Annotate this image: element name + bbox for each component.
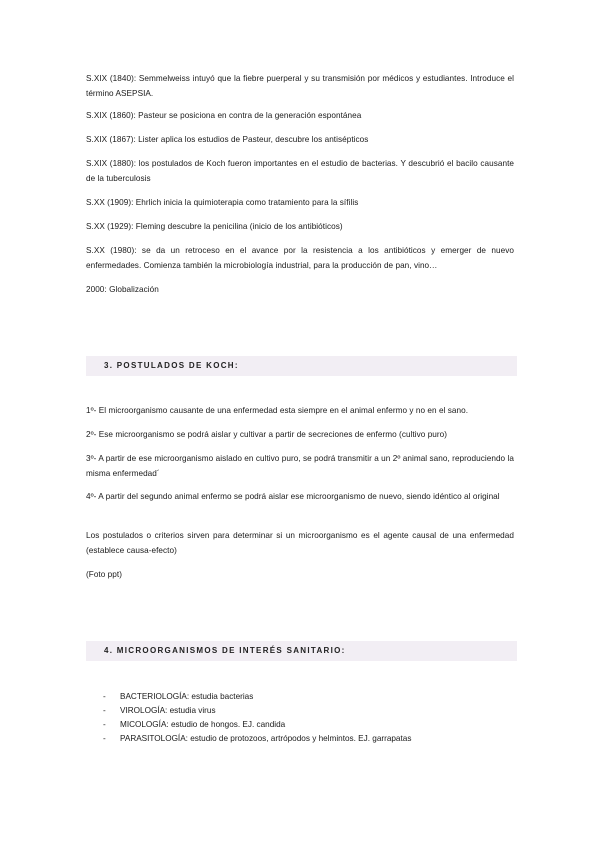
photo-note: (Foto ppt)	[86, 570, 122, 579]
bullet-dash: -	[103, 692, 106, 701]
list-item: - MICOLOGÍA: estudio de hongos. EJ. candida	[86, 718, 516, 732]
list-item: - PARASITOLOGÍA: estudio de protozoos, artrópodos y helmintos. EJ. garrapatas	[86, 732, 516, 746]
history-paragraph-1880: S.XIX (1880): los postulados de Koch fueron importantes en el estudio de bacterias. Y descubrió el bacilo causante de la tuberculosis	[86, 159, 514, 183]
koch-postulate-2: 2º- Ese microorganismo se podrá aislar y cultivar a partir de secreciones de enfermo (cultivo puro)	[86, 430, 448, 439]
bullet-dash: -	[103, 734, 106, 743]
section-heading-microorganisms-text: 4. MICROORGANISMOS DE INTERÉS SANITARIO:	[104, 646, 346, 655]
koch-postulate-1: 1º- El microorganismo causante de una enfermedad esta siempre en el animal enfermo y no en el sano.	[86, 406, 469, 415]
section-heading-koch	[86, 356, 517, 376]
history-paragraph-1980: S.XX (1980): se da un retroceso en el avance por la resistencia a los antibióticos y emerger de nuevo enfermedades. Comienza también la microbiología industrial, para la producción de pan, vino…	[86, 246, 514, 270]
bullet-dash: -	[103, 720, 106, 729]
section-heading-koch-text: 3. POSTULADOS DE KOCH:	[104, 361, 239, 370]
history-paragraph-1860: S.XIX (1860): Pasteur se posiciona en contra de la generación espontánea	[86, 111, 362, 120]
history-paragraph-1867: S.XIX (1867): Lister aplica los estudios de Pasteur, descubre los antisépticos	[86, 135, 369, 144]
koch-postulates-summary: Los postulados o criterios sirven para determinar si un microorganismo es el agente causal de una enfermedad (establece causa-efecto)	[86, 531, 514, 555]
history-paragraph-2000: 2000: Globalización	[86, 285, 159, 294]
section-heading-microorganisms	[86, 641, 517, 661]
history-paragraph-1929: S.XX (1929): Fleming descubre la penicilina (inicio de los antibióticos)	[86, 222, 343, 231]
bullet-dash: -	[103, 706, 106, 715]
list-item: - VIROLOGÍA: estudia virus	[86, 704, 516, 718]
list-item: - BACTERIOLOGÍA: estudia bacterias	[86, 690, 516, 704]
microorganisms-list	[86, 690, 516, 746]
koch-postulate-3: 3º- A partir de ese microorganismo aislado en cultivo puro, se podrá transmitir a un 2º animal sano, reproduciendo la misma enfermedad´	[86, 454, 514, 478]
history-paragraph-1840: S.XIX (1840): Semmelweiss intuyó que la fiebre puerperal y su transmisión por médicos y estudiantes. Introduce el término ASEPSIA.	[86, 74, 514, 98]
koch-postulate-4: 4º- A partir del segundo animal enfermo se podrá aislar ese microorganismo de nuevo, siendo idéntico al original	[86, 492, 500, 501]
history-paragraph-1909: S.XX (1909): Ehrlich inicia la quimioterapia como tratamiento para la sífilis	[86, 198, 359, 207]
